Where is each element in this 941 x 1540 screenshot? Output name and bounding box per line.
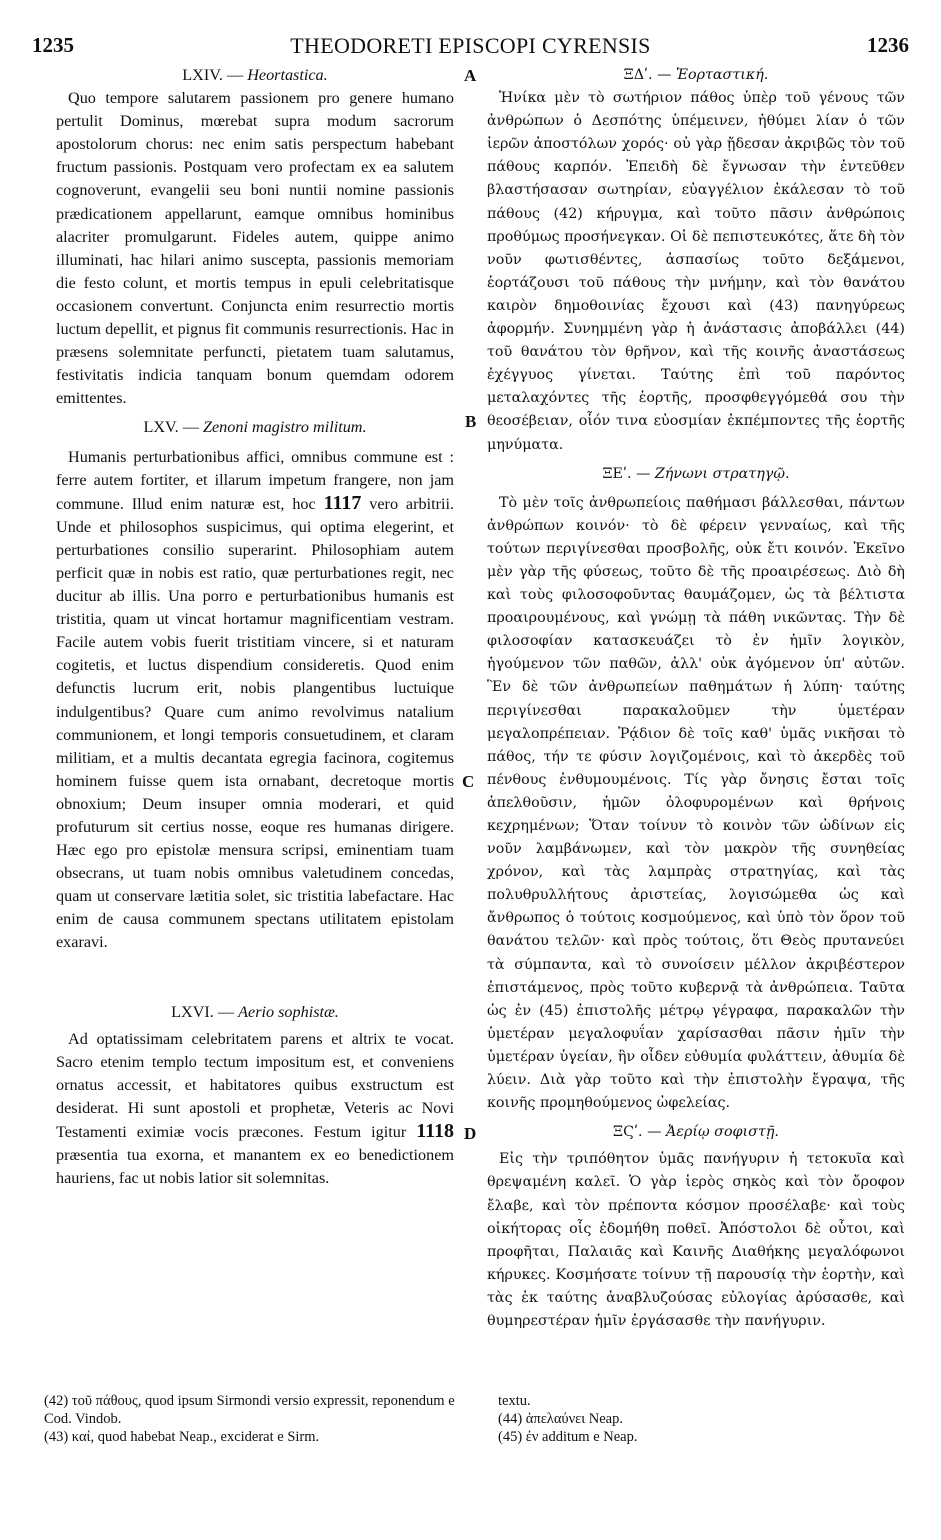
heading-title: Heortastica. — [247, 66, 328, 84]
footnote: (45) ἐν additum e Neap. — [498, 1429, 638, 1445]
heading-title: Aerio sophistæ. — [238, 1002, 339, 1021]
greek-letter-64-heading — [487, 64, 905, 87]
margin-letter-c: C — [462, 772, 475, 791]
margin-letter-b: B — [465, 412, 477, 431]
latin-letter-66-text — [56, 1028, 454, 1191]
heading-number: ΞΕʹ. — — [602, 465, 655, 482]
greek-letter-64-text: Ἡνίκα μὲν τὸ σωτήριον πάθος ὑπὲρ τοῦ γένους τῶν ἀνθρώπων ὁ Δεσπότης ὑπέμεινεν, ἠθύμει λίαν ὁ τῶν ἱερῶν ἀποστόλων χορός· οὐ γὰρ ᾔδεσαν ἀκριβῶς τὸν τοῦ πάθους καρπόν. Ἐπειδὴ δὲ ἔγνωσαν τὴν ἐντεῦθεν βλαστήσασαν σωτηρίαν, εὐαγγέλιον ἐκάλεσαν τὸ τοῦ πάθους (42) κήρυγμα, καὶ τοῦτο πᾶσιν ἀνθρώποις προθύμως προσήνεγκαν. Οἱ δὲ πεπιστευκότες, ἅτε δὴ τὸν νοῦν φωτισθέντες, ἀσπασίως τοῦτο δεξάμενοι, ἑορτάζουσι τοῦ πάθους τὴν μνήμην, καὶ τὸν θανάτου καιρὸν δημοθοινίας ἔχουσι καὶ (43) πανηγύρεως ἀφορμήν. Συνημμένη γὰρ ἡ ἀνάστασις ἀποβάλλει (44) τοῦ θανάτου τὸν θρῆνον, καὶ τῆς κοινῆς ἀναστάσεως ἐχέγγυος γίνεται. Ταύτης ἐπὶ τοῦ παρόντος μεταλαχόντες τῆς ἑορτῆς, προσφθεγγόμεθά σου τὴν θεοσέβειαν, οἷόν τινα εὐοσμίαν ἐκπέμποντες τῆς ἑορτῆς μηνύματα. — [487, 90, 905, 453]
latin-column — [56, 64, 454, 1190]
margin-letter-d: D — [464, 1124, 477, 1143]
greek-letter-66-heading — [487, 1121, 905, 1144]
heading-title: Zenoni magistro militum. — [202, 418, 367, 437]
heading-number: LXIV. — — [182, 66, 248, 84]
footnotes-left — [44, 1392, 464, 1446]
column-number-1118: 1118 — [416, 1120, 455, 1143]
latin-letter-66-heading — [56, 1001, 454, 1024]
footnote: textu. — [498, 1393, 531, 1409]
greek-letter-66-text: Εἰς τὴν τριπόθητον ὑμᾶς πανήγυριν ἡ τετοκυῖα καὶ θρεψαμένη καλεῖ. Ὁ γὰρ ἱερὸς σηκὸς καὶ τὸν ὄροφον ἔλαβε, καὶ τὸν πρέποντα κόσμον προσέλαβε· καὶ τοὺς οἰκήτορας οἷς ἐδομήθη ποθεῖ. Ἀπόστολοι δὲ οὗτοι, καὶ προφῆται, Παλαιᾶς καὶ Καινῆς Διαθήκης μεγαλόφωνοι κήρυκες. Κοσμήσατε τοίνυν τῇ παρουσίᾳ τὴν ἑορτὴν, καὶ τὰς ἐκ ταύτης ἀναβλυζούσας εὐλογίας ἀρύσασθε, καὶ θυμηρεστέραν ἡμῖν ἐργάσασθε τὴν πανήγυριν. — [487, 1151, 905, 1329]
heading-title: Ἑορταστική. — [675, 67, 769, 83]
footnote: (44) ἀπελαύνει Neap. — [498, 1411, 623, 1427]
latin-letter-66-text-b: præsentia tua exorna, et manantem ex eo benedictionem hauriens, fac ut nobis latior sit solemnitas. — [56, 1146, 454, 1188]
footnote: (42) τοῦ πάθους, quod ipsum Sirmondi versio expressit, reponendum e Cod. Vindob. — [44, 1393, 455, 1427]
heading-title: Ἀερίῳ σοφιστῇ. — [665, 1124, 779, 1141]
latin-letter-65-text — [56, 446, 454, 955]
page-number-left: 1235 — [32, 33, 74, 57]
latin-letter-64-heading — [56, 64, 454, 87]
greek-letter-65-heading — [487, 463, 905, 486]
heading-number: LXV. — — [143, 418, 203, 437]
heading-number: ΞϚʹ. — — [613, 1124, 666, 1141]
footnote: (43) καί, quod habebat Neap., exciderat e Sirm. — [44, 1429, 320, 1445]
latin-letter-66-text-a: Ad optatissimam celebritatem parens et altrix te vocat. Sacro etenim templo tectum impositum est, et conveniens ornatus accessit, et habitatores quibus exstructum est desiderat. Hi sunt apostoli et prophetæ, Veteris ac Novi Testamenti eximiæ vocis præcones. Festum igitur — [56, 1029, 454, 1142]
heading-number: ΞΔʹ. — — [623, 67, 676, 83]
latin-letter-64-text: Quo tempore salutarem passionem pro genere humano pertulit Dominus, mœrebat supra modum sacrorum apostolorum chorus: nec enim satis perspectum habebant fructum passionis. Postquam vero profectam ex ea salutem cognoverunt, evangelii seu boni nuntii nomine passionis prædicationem appellarunt, eamque omnibus hominibus alacriter promulgarunt. Fideles autem, quippe animo illuminati, hac hilari animo suscepta, passionis memoriam die festo colunt, et mortis tempus in epuli celebritatisque occasionem convertunt. Conjuncta enim resurrectio mortis luctum depellit, et pignus fit communis resurrectionis. Hac in præsens solemnitate perfuncti, pietatem tuam salutamus, festivitatis indicia tanquam bonum quemdam odorem emittentes. — [56, 89, 454, 408]
margin-letter-a: A — [464, 66, 477, 85]
greek-letter-65-text: Τὸ μὲν τοῖς ἀνθρωπείοις παθήμασι βάλλεσθαι, πάντων ἀνθρώπων κοινόν· τὸ δὲ φέρειν γενναίως, καὶ τῆς τούτων περιγίνεσθαι προσβολῆς, οὐκ ἔτι κοινόν. Ἐκεῖνο μὲν γὰρ τῆς φύσεως, τοῦτο δὲ τῆς προαιρέσεως. Διὸ δὴ καὶ τοὺς φιλοσοφοῦντας θαυμάζομεν, ὡς τὰ βέλτιστα προαιρουμένους, καὶ γνώμῃ τὰ πάθη νικῶντας. Τὴν δὲ φιλοσοφίαν κατασκευάζει τὸ ἐν ἡμῖν λογικὸν, ἡγούμενον τῶν παθῶν, ἀλλ' οὐκ ἀγόμενον ὑπ' αὐτῶν. Ἓν δὲ τῶν ἀνθρωπείων παθημάτων ἡ λύπη· ταύτης περιγίνεσθαι παρακαλοῦμεν τὴν ὑμετέραν μεγαλοπρέπειαν. Ῥᾴδιον δὲ τοῖς καθ' ὑμᾶς νικῆσαι τὸ πάθος, τήν τε φύσιν λογιζομένοις, καὶ τὸ ἀκερδὲς τοῦ πένθους ἐνθυμουμένοις. Τίς γὰρ ὄνησις ἔσται τοῖς ἀπελθοῦσιν, ἡμῶν ὀλοφυρομένων καὶ θρήνοις κεχρημένων; Ὅταν τοίνυν τὸ κοινὸν τῶν ὠδίνων εἰς νοῦν λαμβάνωμεν, καὶ τὸν μακρὸν τῆς συνηθείας χρόνον, καὶ τὰς λαμπρὰς στρατηγίας, καὶ τὰς πολυθρυλλήτους ἀριστείας, λογισώμεθα ὡς καὶ ἄνθρωπος ὁ τούτοις κοσμούμενος, καὶ ὑπὸ τὸν ὅρον τοῦ θανάτου τελῶν· καὶ πρὸς τούτοις, ὅτι Θεὸς πρυτανεύει τὰ σύμπαντα, καὶ τὸ συνοίσειν μέλλον ἀκριβέστερον ἐπιστάμενος, πρὸς τοῦτο κυβερνᾷ τὰ ἀνθρώπεια. Ταῦτα ὡς ἐν (45) ἐπιστολῆς μέτρῳ γέγραφα, παρακαλῶν τὴν ὑμετέραν μεγαλοφυΐαν χαρίσασθαι πᾶσιν ἡμῖν τὴν ὑμετέραν ὑγείαν, ἣν οἶδεν εὐθυμία φυλάττειν, ἀθυμία δὲ λύειν. Διὰ γὰρ τοῦτο καὶ τὴν ἐπιστολὴν ἔγραψα, τῆς κοινῆς προμηθούμενος ὠφελείας. — [487, 494, 905, 1112]
greek-column — [487, 64, 905, 1333]
page-number-right: 1236 — [867, 33, 909, 57]
latin-letter-65-text-b: vero arbitrii. Unde et philosophos suspicimus, qui optima elegerint, et perturbationes consilio superarint. Philosophiam autem perficit quæ in nobis est ratio, quæ perturbationes regit, nec ducitur ab illis. Una porro e perturbationibus humanis est tristitia, quam ut vincat hortamur magnificentiam vestram. Facile autem vobis fuerit tristitiam vincere, si et naturam cogitetis, et luctus dispendium consideretis. Quod enim defunctis lucrum erit, nobis plangentibus luctuique indulgentibus? Quare cum animo revolvimus natalium communionem, et longi temporis consuetudinem, et claram militiam, et a multis decantata egregia facinora, cogitemus hominem fuisse quem ista ornabant, decretoque mortis obnoxium; Deum insuper omnia moderari, et quid profuturum sit certius nosse, eoque res humanas dirigere. Hæc ego pro epistolæ mensura scripsi, eminentiam tuam obsecrans, ut tuam nobis omnibus valetudinem concedas, quam ut conservare lætitia solet, sic tristitia labefactare. Hac enim de causa communem spectans utilitatem epistolam exaravi. — [56, 494, 455, 952]
latin-letter-65-heading — [56, 416, 454, 439]
heading-title: Ζήνωνι στρατηγῷ. — [654, 465, 790, 482]
running-title: THEODORETI EPISCOPI CYRENSIS — [290, 33, 651, 58]
latin-letter-65-text-a: Humanis perturbationibus affici, omnibus commune est : ferre autem fortiter, et illarum impetum frangere, non jam commune. Illud enim naturæ est, hoc — [56, 447, 454, 513]
heading-number: LXVI. — — [171, 1002, 239, 1021]
column-number-1117: 1117 — [323, 491, 362, 514]
footnotes-right — [498, 1392, 898, 1446]
